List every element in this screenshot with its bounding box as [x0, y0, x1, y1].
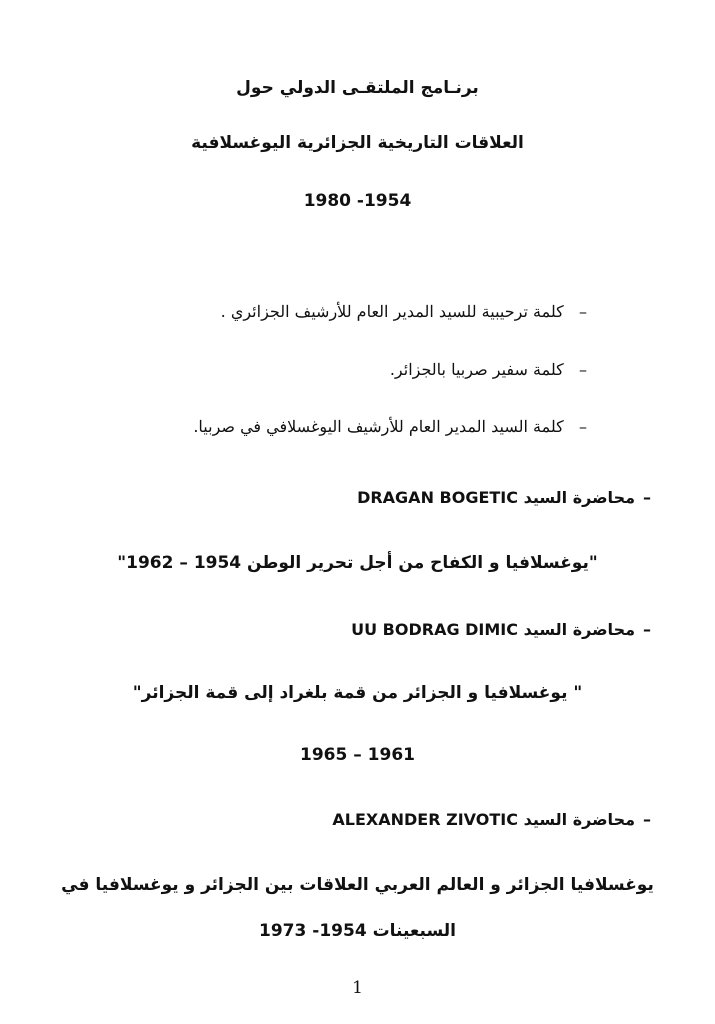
lecture-heading: [332, 810, 651, 829]
bullet-dash: –: [579, 360, 587, 379]
lecture-years: 1965 – 1961: [300, 745, 415, 765]
opening-speech-item: [193, 417, 587, 436]
program-subtitle: العلاقات التاريخية الجزائرية اليوغسلافية: [191, 133, 524, 153]
lecturer-name: UU BODRAG DIMIC: [351, 620, 518, 639]
program-title: برنـامج الملتقـى الدولي حول: [236, 78, 479, 98]
lecture-prefix: محاضرة السيد: [523, 810, 635, 829]
lecture-heading: [351, 620, 651, 639]
bullet-dash: –: [643, 810, 651, 829]
bullet-dash: –: [643, 488, 651, 507]
opening-speech-text: كلمة السيد المدير العام للأرشيف اليوغسلافي في صربيا.: [193, 417, 564, 436]
opening-speech-item: [221, 302, 587, 321]
bullet-dash: –: [643, 620, 651, 639]
lecture-title: " يوغسلافيا و الجزائر من قمة بلغراد إلى قمة الجزائر": [132, 683, 583, 703]
opening-speech-item: [390, 360, 587, 379]
page-number: 1: [352, 978, 363, 998]
bullet-dash: –: [579, 417, 587, 436]
lecture-years: السبعينات 1954- 1973: [259, 921, 456, 941]
program-years: 1980 -1954: [303, 191, 412, 211]
lecture-prefix: محاضرة السيد: [523, 488, 635, 507]
bullet-dash: –: [579, 302, 587, 321]
lecturer-name: DRAGAN BOGETIC: [357, 488, 518, 507]
opening-speech-text: كلمة ترحيبية للسيد المدير العام للأرشيف الجزائري .: [220, 302, 564, 321]
opening-speech-text: كلمة سفير صربيا بالجزائر.: [389, 360, 564, 379]
lecture-heading: [357, 488, 651, 507]
lecture-title: "يوغسلافيا و الكفاح من أجل تحرير الوطن 1954 – 1962": [117, 553, 598, 573]
lecture-prefix: محاضرة السيد: [523, 620, 635, 639]
lecturer-name: ALEXANDER ZIVOTIC: [332, 810, 518, 829]
lecture-title: يوغسلافيا الجزائر و العالم العربي العلاقات بين الجزائر و يوغسلافيا في: [61, 875, 654, 895]
